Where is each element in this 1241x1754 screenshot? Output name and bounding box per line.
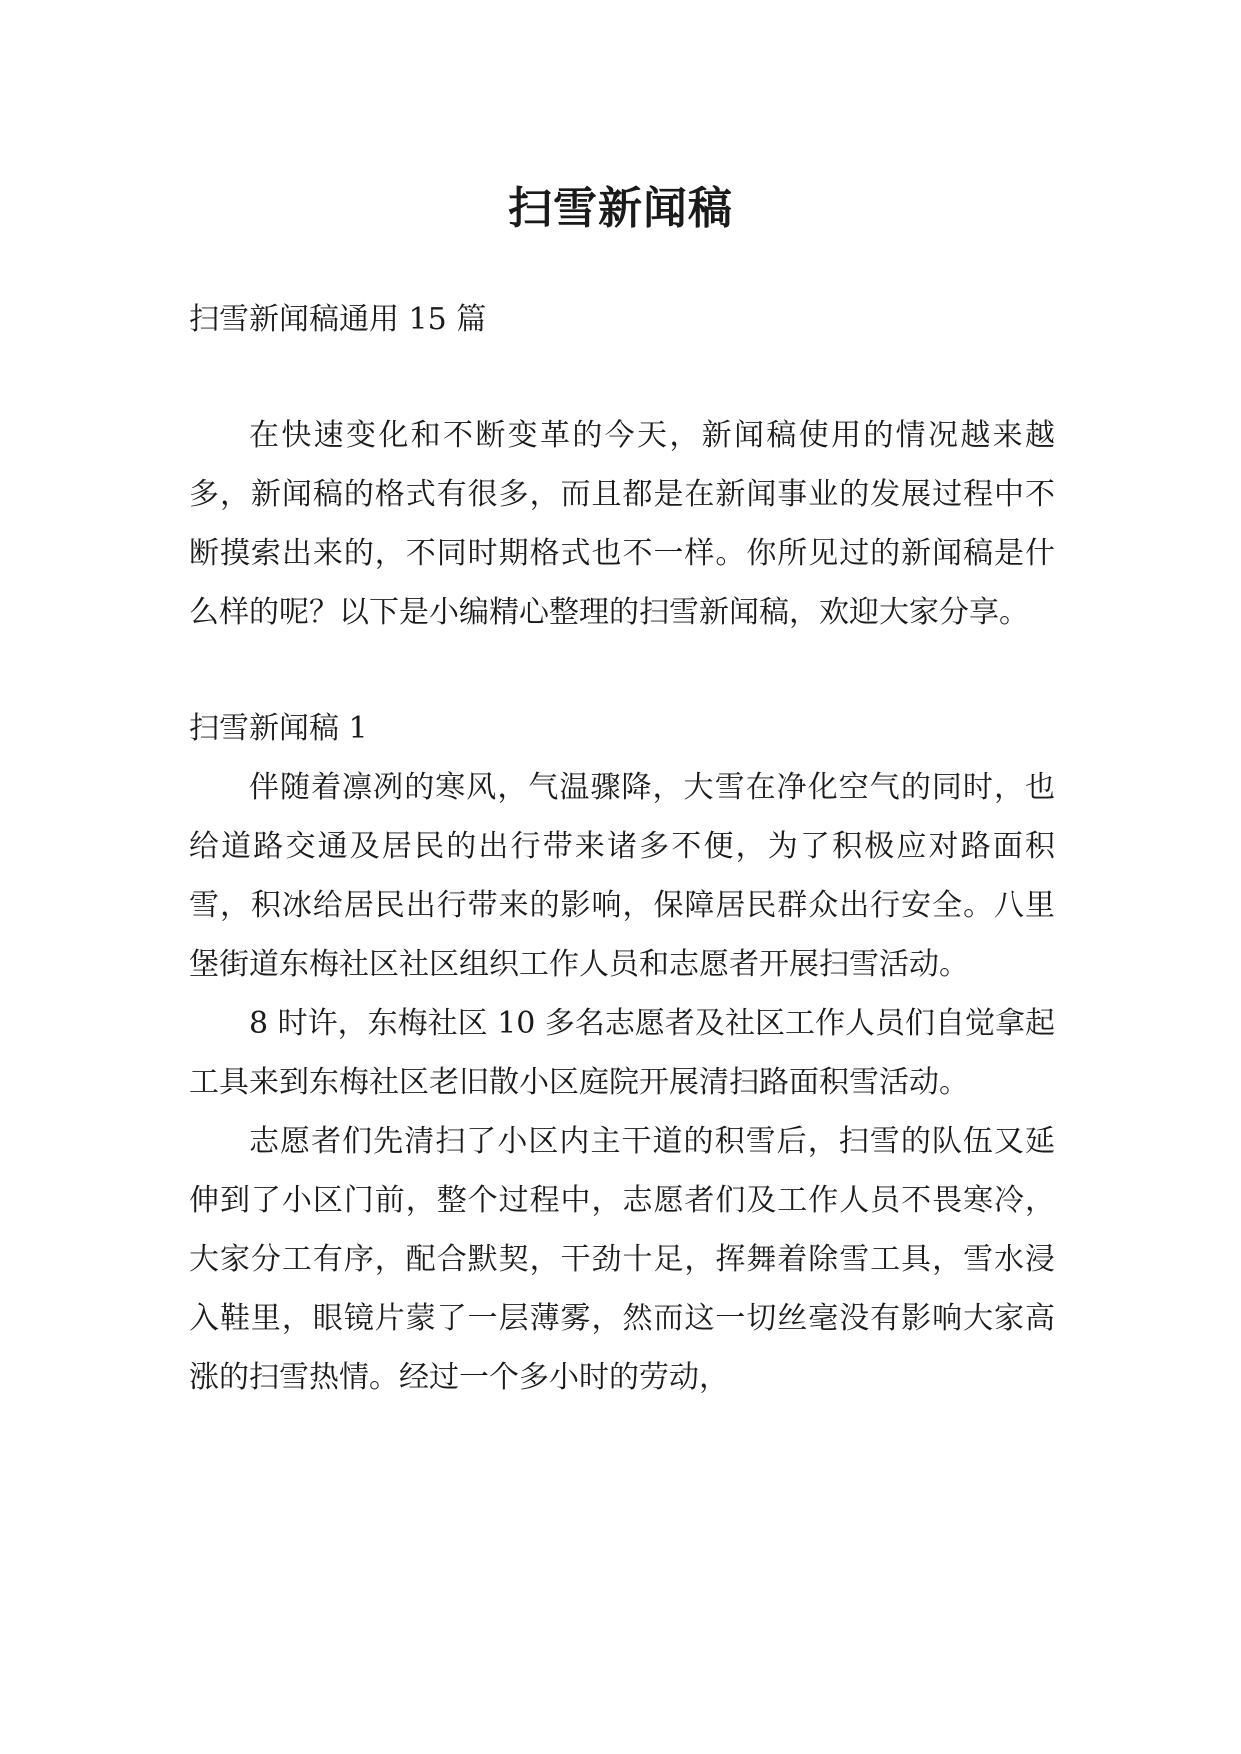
document-subtitle: 扫雪新闻稿通用 15 篇 [189,302,487,337]
body-paragraph: 8 时许，东梅社区 10 多名志愿者及社区工作人员们自觉拿起工具来到东梅社区老旧散小区庭院开展清扫路面积雪活动。 [189,1006,1055,1100]
body-paragraph: 志愿者们先清扫了小区内主干道的积雪后，扫雪的队伍又延伸到了小区门前，整个过程中，志愿者们及工作人员不畏寒冷，大家分工有序，配合默契，干劲十足，挥舞着除雪工具，雪水浸入鞋里，眼镜片蒙了一层薄雾，然而这一切丝毫没有影响大家高涨的扫雪热情。经过一个多小时的劳动， [189,1124,1055,1395]
section-heading: 扫雪新闻稿 1 [189,711,368,746]
intro-paragraph: 在快速变化和不断变革的今天，新闻稿使用的情况越来越多，新闻稿的格式有很多，而且都是在新闻事业的发展过程中不断摸索出来的，不同时期格式也不一样。你所见过的新闻稿是什么样的呢？以下是小编精心整理的扫雪新闻稿，欢迎大家分享。 [189,418,1055,630]
document-body [189,290,1055,1407]
document-title: 扫雪新闻稿 [508,183,733,235]
body-paragraph: 伴随着凛冽的寒风，气温骤降，大雪在净化空气的同时，也给道路交通及居民的出行带来诸多不便，为了积极应对路面积雪，积冰给居民出行带来的影响，保障居民群众出行安全。八里堡街道东梅社区社区组织工作人员和志愿者开展扫雪活动。 [189,770,1055,982]
